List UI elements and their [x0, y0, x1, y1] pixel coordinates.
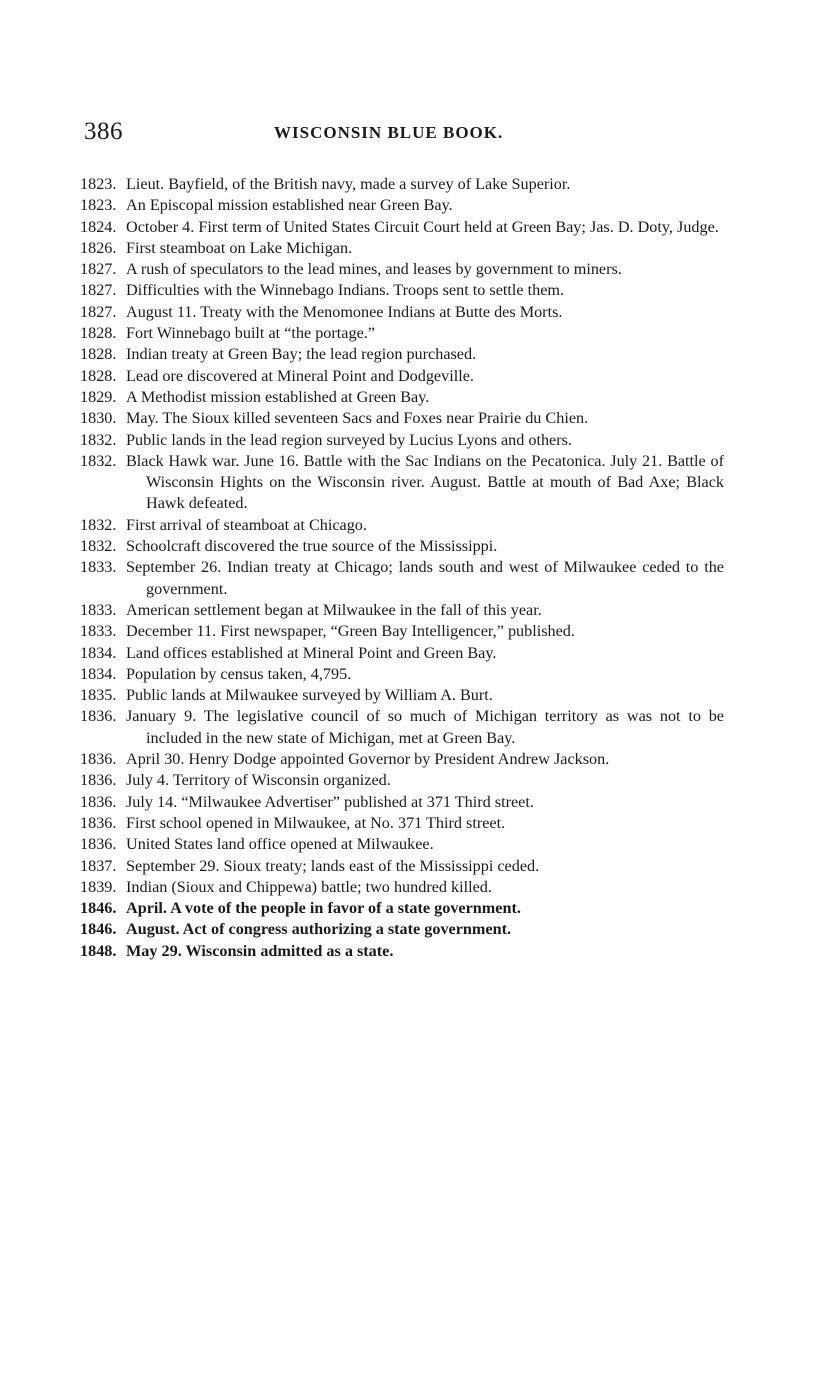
chronology-entry [80, 280, 724, 301]
entry-year: 1826. [80, 238, 117, 257]
entry-text: Population by census taken, 4,795. [126, 664, 352, 683]
entry-text: Schoolcraft discovered the true source of the Mississippi. [126, 537, 498, 556]
entry-text: A rush of speculators to the lead mines, and leases by government to miners. [126, 260, 622, 279]
entry-text: First school opened in Milwaukee, at No. 371 Third street. [126, 813, 506, 832]
entry-year: 1832. [80, 537, 117, 556]
entry-text: Land offices established at Mineral Point and Green Bay. [126, 643, 497, 662]
entry-text: American settlement began at Milwaukee in the fall of this year. [126, 600, 542, 619]
chronology-entry [80, 813, 724, 834]
entry-text: October 4. First term of United States Circuit Court held at Green Bay; Jas. D. Doty, Judge. [126, 217, 719, 236]
entry-year: 1832. [80, 430, 117, 449]
entry-text: Public lands in the lead region surveyed by Lucius Lyons and others. [126, 430, 572, 449]
chronology-entry [80, 600, 724, 621]
chronology-entry [80, 323, 724, 344]
entry-year: 1836. [80, 707, 117, 726]
entry-year: 1834. [80, 643, 117, 662]
entry-year: 1830. [80, 409, 117, 428]
entry-text: First arrival of steamboat at Chicago. [126, 515, 367, 534]
chronology-entry [80, 685, 724, 706]
entry-text: United States land office opened at Milwaukee. [126, 835, 434, 854]
chronology-entry [80, 451, 724, 515]
entry-year: 1846. [80, 899, 117, 918]
chronology-entry [80, 217, 724, 238]
entry-text: Fort Winnebago built at “the portage.” [126, 324, 375, 343]
chronology-entry [80, 238, 724, 259]
chronology-entry [80, 344, 724, 365]
running-title: WISCONSIN BLUE BOOK. [274, 123, 504, 142]
entry-text: Indian (Sioux and Chippewa) battle; two hundred killed. [126, 877, 492, 896]
entry-year: 1836. [80, 792, 117, 811]
entry-text: Lead ore discovered at Mineral Point and Dodgeville. [126, 366, 474, 385]
entry-year: 1834. [80, 664, 117, 683]
chronology-entry [80, 408, 724, 429]
entry-text: September 29. Sioux treaty; lands east of the Mississippi ceded. [126, 856, 540, 875]
entry-year: 1846. [80, 920, 117, 939]
entry-year: 1836. [80, 750, 117, 769]
chronology-entry [80, 643, 724, 664]
entry-text: A Methodist mission established at Green Bay. [126, 387, 430, 406]
entry-text: December 11. First newspaper, “Green Bay Intelligencer,” published. [126, 622, 575, 641]
entry-year: 1832. [80, 451, 117, 470]
entry-year: 1832. [80, 515, 117, 534]
entry-text: April. A vote of the people in favor of a state government. [126, 899, 521, 918]
entry-text: August 11. Treaty with the Menomonee Indians at Butte des Morts. [126, 302, 563, 321]
chronology-entry [80, 515, 724, 536]
entry-text: April 30. Henry Dodge appointed Governor by President Andrew Jackson. [126, 750, 610, 769]
entry-text: Black Hawk war. June 16. Battle with the Sac Indians on the Pecatonica. July 21. Battle of Wisconsin Hights on the Wisconsin river. August. Battle at mouth of Bad Axe; Black Hawk defeated. [126, 451, 724, 513]
entry-year: 1827. [80, 281, 117, 300]
entry-year: 1836. [80, 835, 117, 854]
entry-text: May 29. Wisconsin admitted as a state. [126, 941, 394, 960]
chronology-entry [80, 174, 724, 195]
entry-text: Indian treaty at Green Bay; the lead region purchased. [126, 345, 477, 364]
entry-text: July 4. Territory of Wisconsin organized. [126, 771, 391, 790]
chronology-entry [80, 195, 724, 216]
entry-text: July 14. “Milwaukee Advertiser” published at 371 Third street. [126, 792, 534, 811]
entry-year: 1823. [80, 175, 117, 193]
chronology-entry [80, 259, 724, 280]
chronology-entry [80, 536, 724, 557]
entry-text: September 26. Indian treaty at Chicago; lands south and west of Milwaukee ceded to the government. [126, 558, 724, 598]
chronology-entry [80, 749, 724, 770]
entry-year: 1828. [80, 324, 117, 343]
entry-text: An Episcopal mission established near Green Bay. [126, 196, 453, 215]
chronology-list [80, 174, 724, 962]
entry-year: 1827. [80, 260, 117, 279]
chronology-entry [80, 856, 724, 877]
entry-year: 1823. [80, 196, 117, 215]
entry-text: Difficulties with the Winnebago Indians. Troops sent to settle them. [126, 281, 565, 300]
chronology-entry [80, 877, 724, 898]
entry-text: Public lands at Milwaukee surveyed by William A. Burt. [126, 686, 493, 705]
chronology-entry [80, 941, 724, 962]
chronology-entry [80, 792, 724, 813]
chronology-entry [80, 770, 724, 791]
chronology-entry [80, 706, 724, 749]
entry-year: 1836. [80, 813, 117, 832]
entry-year: 1833. [80, 600, 117, 619]
chronology-entry [80, 557, 724, 600]
chronology-entry [80, 834, 724, 855]
chronology-entry [80, 302, 724, 323]
entry-year: 1837. [80, 856, 117, 875]
entry-year: 1829. [80, 387, 117, 406]
entry-text: Lieut. Bayfield, of the British navy, made a survey of Lake Superior. [126, 175, 571, 193]
entry-year: 1833. [80, 622, 117, 641]
entry-text: January 9. The legislative council of so much of Michigan territory as was not to be included in the new state of Michigan, met at Green Bay. [126, 707, 724, 747]
chronology-entry [80, 919, 724, 940]
chronology-entry [80, 430, 724, 451]
entry-year: 1839. [80, 877, 117, 896]
entry-year: 1848. [80, 941, 117, 960]
entry-year: 1828. [80, 366, 117, 385]
entry-year: 1833. [80, 558, 117, 577]
chronology-entry [80, 898, 724, 919]
chronology-entry [80, 387, 724, 408]
entry-year: 1828. [80, 345, 117, 364]
page-header [84, 118, 724, 148]
entry-year: 1836. [80, 771, 117, 790]
entry-year: 1827. [80, 302, 117, 321]
entry-text: First steamboat on Lake Michigan. [126, 238, 353, 257]
chronology-entry [80, 664, 724, 685]
entry-text: August. Act of congress authorizing a state government. [126, 920, 512, 939]
page-number: 386 [84, 118, 123, 145]
entry-text: May. The Sioux killed seventeen Sacs and Foxes near Prairie du Chien. [126, 409, 589, 428]
chronology-entry [80, 366, 724, 387]
chronology-entry [80, 621, 724, 642]
entry-year: 1835. [80, 686, 117, 705]
entry-year: 1824. [80, 217, 117, 236]
